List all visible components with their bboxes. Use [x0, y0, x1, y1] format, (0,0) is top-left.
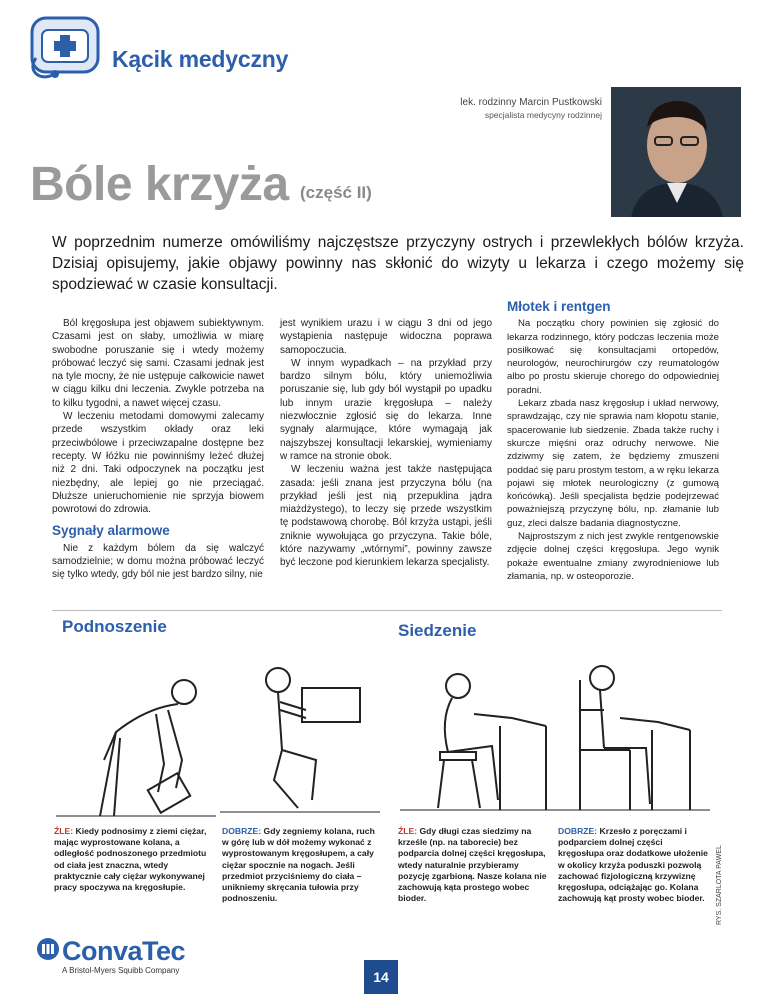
figure-title-lifting: Podnoszenie: [62, 617, 167, 636]
caption-text: Kiedy podnosimy z ziemi ciężar, mając wyprostowane kolana, a odległość podnoszonego przedmiotu od ciała jest znaczna, wtedy praktycznie cały ciężar wykonywanej pracy spoczywa na kręgosłupie.: [54, 826, 207, 893]
caption-tag: ŹLE:: [398, 826, 418, 836]
illustration-credit: RYS. SZARLOTA PAWEL: [716, 845, 723, 925]
page-number: 14: [364, 960, 398, 994]
logo-name: ConvaTec: [62, 936, 186, 966]
section-heading: Sygnały alarmowe: [52, 523, 170, 539]
section-title: Kącik medyczny: [112, 46, 289, 72]
paragraph: Najprostszym z nich jest zwykle rentgenowskie zdjęcie dolnej części kręgosłupa. Jego wynik pokaże ewentualne zmiany zwyrodnieniowe lub złamania, np. w osteoporozie.: [507, 531, 719, 582]
paragraph: Nie z każdym bólem da się walczyć samodzielnie; w domu można próbować leczyć się tylko wtedy, gdy ból nie jest bardzo silny, nie: [52, 542, 264, 581]
column-1: [52, 317, 264, 582]
convatec-logo-icon: [36, 937, 60, 966]
logo-subtitle: A Bristol-Myers Squibb Company: [62, 966, 180, 975]
paragraph: W innym wypadkach – na przykład przy bardzo silnym bólu, który uniemożliwia poruszanie się, lub gdy ból wystąpił po upadku lub innym urazie kręgosłupa – należy niezwłocznie zgłosić się do lekarza. Inne sygnały alarmujące, które wymagają jak najszybszej konsultacji lekarskiej, wymieniamy w ramce na stronie obok.: [280, 357, 492, 462]
section-heading: Młotek i rentgen: [507, 299, 611, 314]
medical-bag-icon: [24, 8, 106, 84]
illustration-sitting-bad: [400, 640, 560, 825]
illustration-lifting-bad: [56, 640, 216, 825]
caption-sitting-bad: [398, 826, 548, 904]
article-subtitle: (część II): [300, 183, 372, 202]
paragraph: Lekarz zbada nasz kręgosłup i układ nerwowy, sprawdzając, czy nie sprawia nam kłopotu stanie, spacerowanie lub siedzenie. Zbada także ruchy i skurcze mięśni oraz odruchy nerwowe. Nie zdziwmy się zatem, że będziemy zmuszeni poddać się paru prostym testom, a w ręku lekarza pojawi się młotek neurologiczny (z gumową końcówką). Jeśli specjalista będzie podejrzewać poważniejszą przyczynę bólu, np. złamanie lub guz, zleci dalsze badania diagnostyczne.: [507, 398, 719, 529]
caption-text: Gdy zegniemy kolana, ruch w górę lub w dół możemy wykonać z wyprostowanym kręgosłupem, a cały ciężar spocznie na nogach. Jeśli przedmiot przyciśniemy do ciała – unikniemy skręcania tułowia przy podnoszeniu.: [222, 826, 375, 904]
caption-sitting-good: [558, 826, 708, 904]
paragraph: jest wynikiem urazu i w ciągu 3 dni od jego wystąpienia następuje widoczna poprawa samopoczucia.: [280, 318, 492, 356]
author-photo: [611, 87, 741, 217]
author-info: [460, 96, 602, 122]
caption-tag: DOBRZE:: [558, 826, 598, 836]
caption-tag: ŹLE:: [54, 826, 74, 836]
paragraph: W leczeniu metodami domowymi zalecamy przede wszystkim okłady oraz leki przeciwbólowe i przeciwzapalne dostępne bez recepty. W łóżku nie powinniśmy leżeć dłużej niż 2 dni. Taki odpoczynek na początku jest niezbędny, ale lepiej go nie przeciągać. Dłuższe unieruchomienie nie sprzyja biowem powrotowi do zdrowia.: [52, 411, 264, 516]
paragraph: Na początku chory powinien się zgłosić do lekarza rodzinnego, który podczas leczenia może posiłkować się konsultacjami ortopedów, neurologów, neurochirurgów czy reumatologów albo po prostu skieruje chorego do odpowiedniej poradni.: [507, 318, 719, 396]
illustration-lifting-good: [220, 640, 380, 825]
author-name: lek. rodzinny Marcin Pustkowski: [460, 97, 602, 108]
figure-title-sitting: Siedzenie: [398, 621, 477, 640]
caption-lifting-bad: [54, 826, 210, 893]
paragraph: Ból kręgosłupa jest objawem subiektywnym. Czasami jest on słaby, umożliwia w miarę swobodne poruszanie się i wtedy możemy próbować leczyć się sami. Czasami jednak jest na tyle mocny, że nie ustępuje całkowicie nawet w ciągu kilku dni leczenia. Zwykle potrzeba na to kilku tygodni, a nawet więcej czasu.: [52, 318, 264, 409]
figures-frame: [52, 610, 722, 611]
caption-text: Gdy długi czas siedzimy na krześle (np. na taborecie) bez podparcia dolnej części kręgosłupa, wtedy naturalnie przybieramy pozycję zgarbioną. Nasze kolana nie zachowują kąta prostego wobec bioder.: [398, 826, 547, 904]
caption-lifting-good: [222, 826, 380, 904]
caption-text: Krzesło z poręczami i podparciem dolnej części kręgosłupa oraz dodatkowe ułożenie w okolicy krzyża poduszki pozwolą zachować fizjologiczną krzywiznę kręgosłupa, odciążając go. Kolana zachowują kąt prosty wobec bioder.: [558, 826, 708, 904]
column-3: [507, 300, 719, 583]
caption-tag: DOBRZE:: [222, 826, 262, 836]
illustration-sitting-good: [560, 640, 710, 825]
article-title: Bóle krzyża: [30, 158, 289, 211]
lead-paragraph: W poprzednim numerze omówiliśmy najczęstsze przyczyny ostrych i przewlekłych bólów krzyża. Dzisiaj opisujemy, jakie objawy powinny nas skłonić do wizyty u lekarza i czego możemy się spodziewać w czasie konsultacji.: [52, 234, 744, 293]
author-role: specjalista medycyny rodzinnej: [484, 110, 602, 120]
paragraph: W leczeniu ważna jest także następująca zasada: jeśli znana jest przyczyna bólu (na przykład jeśli jest nią przepuklina jądra miażdżystego), to leczy się przede wszystkim tę podstawową chorobę. Ból krzyża ustąpi, jeśli zniknie wywołująca go przyczyna. Takie bóle, które nazywamy „wtórnymi”, powinny zawsze być leczone pod kierunkiem lekarza specjalisty.: [280, 464, 492, 569]
column-2: [280, 317, 492, 570]
